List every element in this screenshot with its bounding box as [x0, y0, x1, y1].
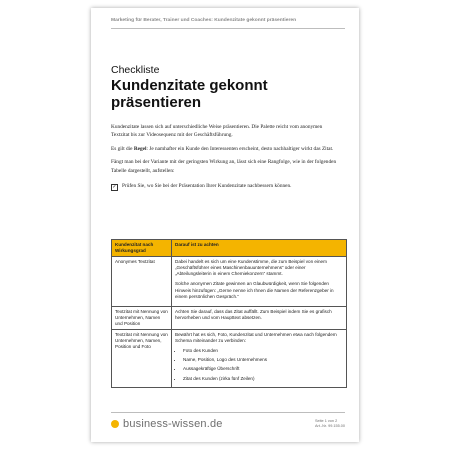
checkbox-checked-icon: ✓ — [112, 185, 117, 191]
table-header-col2: Darauf ist zu achten — [172, 240, 347, 257]
table-header-row — [112, 240, 347, 257]
row-paragraph: Bewährt hat es sich, Foto, Kundenzitat und Unternehmen etwa nach folgendem Schema miteinander zu verbinden: — [175, 332, 337, 344]
check-text: Prüfen Sie, wo Sie bei der Präsentation Ihrer Kundenzitate nachbessern können. — [122, 183, 292, 190]
row-content — [172, 306, 347, 329]
row-content — [172, 330, 347, 388]
rule-prefix: Es gilt die — [111, 145, 134, 152]
header-divider — [111, 28, 345, 29]
rule-paragraph — [111, 145, 341, 153]
row-label: Textzitat mit Nennung von Unternehmen, Namen, Position und Foto — [112, 330, 172, 388]
page-number: Seite 1 von 2 — [315, 419, 338, 423]
row-label: Textzitat mit Nennung von Unternehmen, Namen und Position — [112, 306, 172, 329]
footer-divider — [111, 412, 345, 413]
bullet-item: • Zitat des Kunden (zirka fünf Zeilen) — [183, 376, 343, 382]
table-row — [112, 330, 347, 388]
table-header-col1: Kundenzitat nach Wirkungsgrad — [112, 240, 172, 257]
logo-text: business-wissen.de — [123, 418, 223, 430]
body-text — [111, 123, 341, 191]
check-item — [111, 182, 341, 191]
intro-paragraph: Kundenzitate lassen sich auf unterschiedliche Weise präsentieren. Die Palette reicht vom anonymen Textzitat bis zur Videosequenz mit der Geschäftsführung. — [111, 124, 323, 139]
article-number: Art.-Nr. 99.155.00 — [315, 424, 345, 429]
footer-meta — [315, 419, 345, 430]
row-label: Anonymes Textzitat — [112, 257, 172, 307]
rule-text: : Je namhafter ein Kunde den Interessenten erscheint, desto nachhaltiger wirkt das Zitat. — [146, 145, 334, 152]
doc-kicker: Checkliste — [111, 64, 160, 76]
ranking-table — [111, 239, 347, 388]
logo-dot-icon — [111, 420, 119, 428]
bullet-item: • Foto des Kunden — [183, 348, 343, 354]
row-paragraph: Dabei handelt es sich um eine Kundenstimme, die zum Beispiel von einem „Geschäftsführer eines Maschinenbauunternehmens“ oder einer „Abteilungsleiterin in einem Chemiekonzern“ stammt. — [175, 259, 327, 277]
row-paragraph: Achten Sie darauf, dass das Zitat auffällt. Zum Beispiel indem Sie es grafisch hervorheben und vom Haupttext absetzen. — [175, 308, 332, 320]
table-row — [112, 257, 347, 307]
document-page — [91, 8, 359, 442]
bullet-list — [175, 348, 343, 381]
running-header: Marketing für Berater, Trainer und Coaches: Kundenzitate gekonnt präsentieren — [111, 18, 297, 23]
ranking-paragraph: Fängt man bei der Variante mit der geringsten Wirkung an, lässt sich eine Rangfolge, wie in der folgenden Tabelle dargestellt, aufstellen: — [111, 159, 337, 174]
bullet-item: • Name, Position, Logo des Unternehmens — [183, 357, 343, 363]
bullet-item: • Aussagekräftige Überschrift — [183, 366, 343, 372]
row-paragraph: Solche anonymen Zitate gewinnen an Glaubwürdigkeit, wenn Sie folgenden Hinweis hinzufügen: „Gerne nenne ich Ihnen die Namen der Referenzgeber in einem persönlichen Gespräch.“ — [175, 281, 334, 299]
table-row — [112, 306, 347, 329]
doc-title: Kundenzitate gekonnt präsentieren — [111, 77, 268, 111]
brand-logo — [111, 418, 223, 430]
rule-bold: Regel — [133, 145, 147, 152]
row-content — [172, 257, 347, 307]
